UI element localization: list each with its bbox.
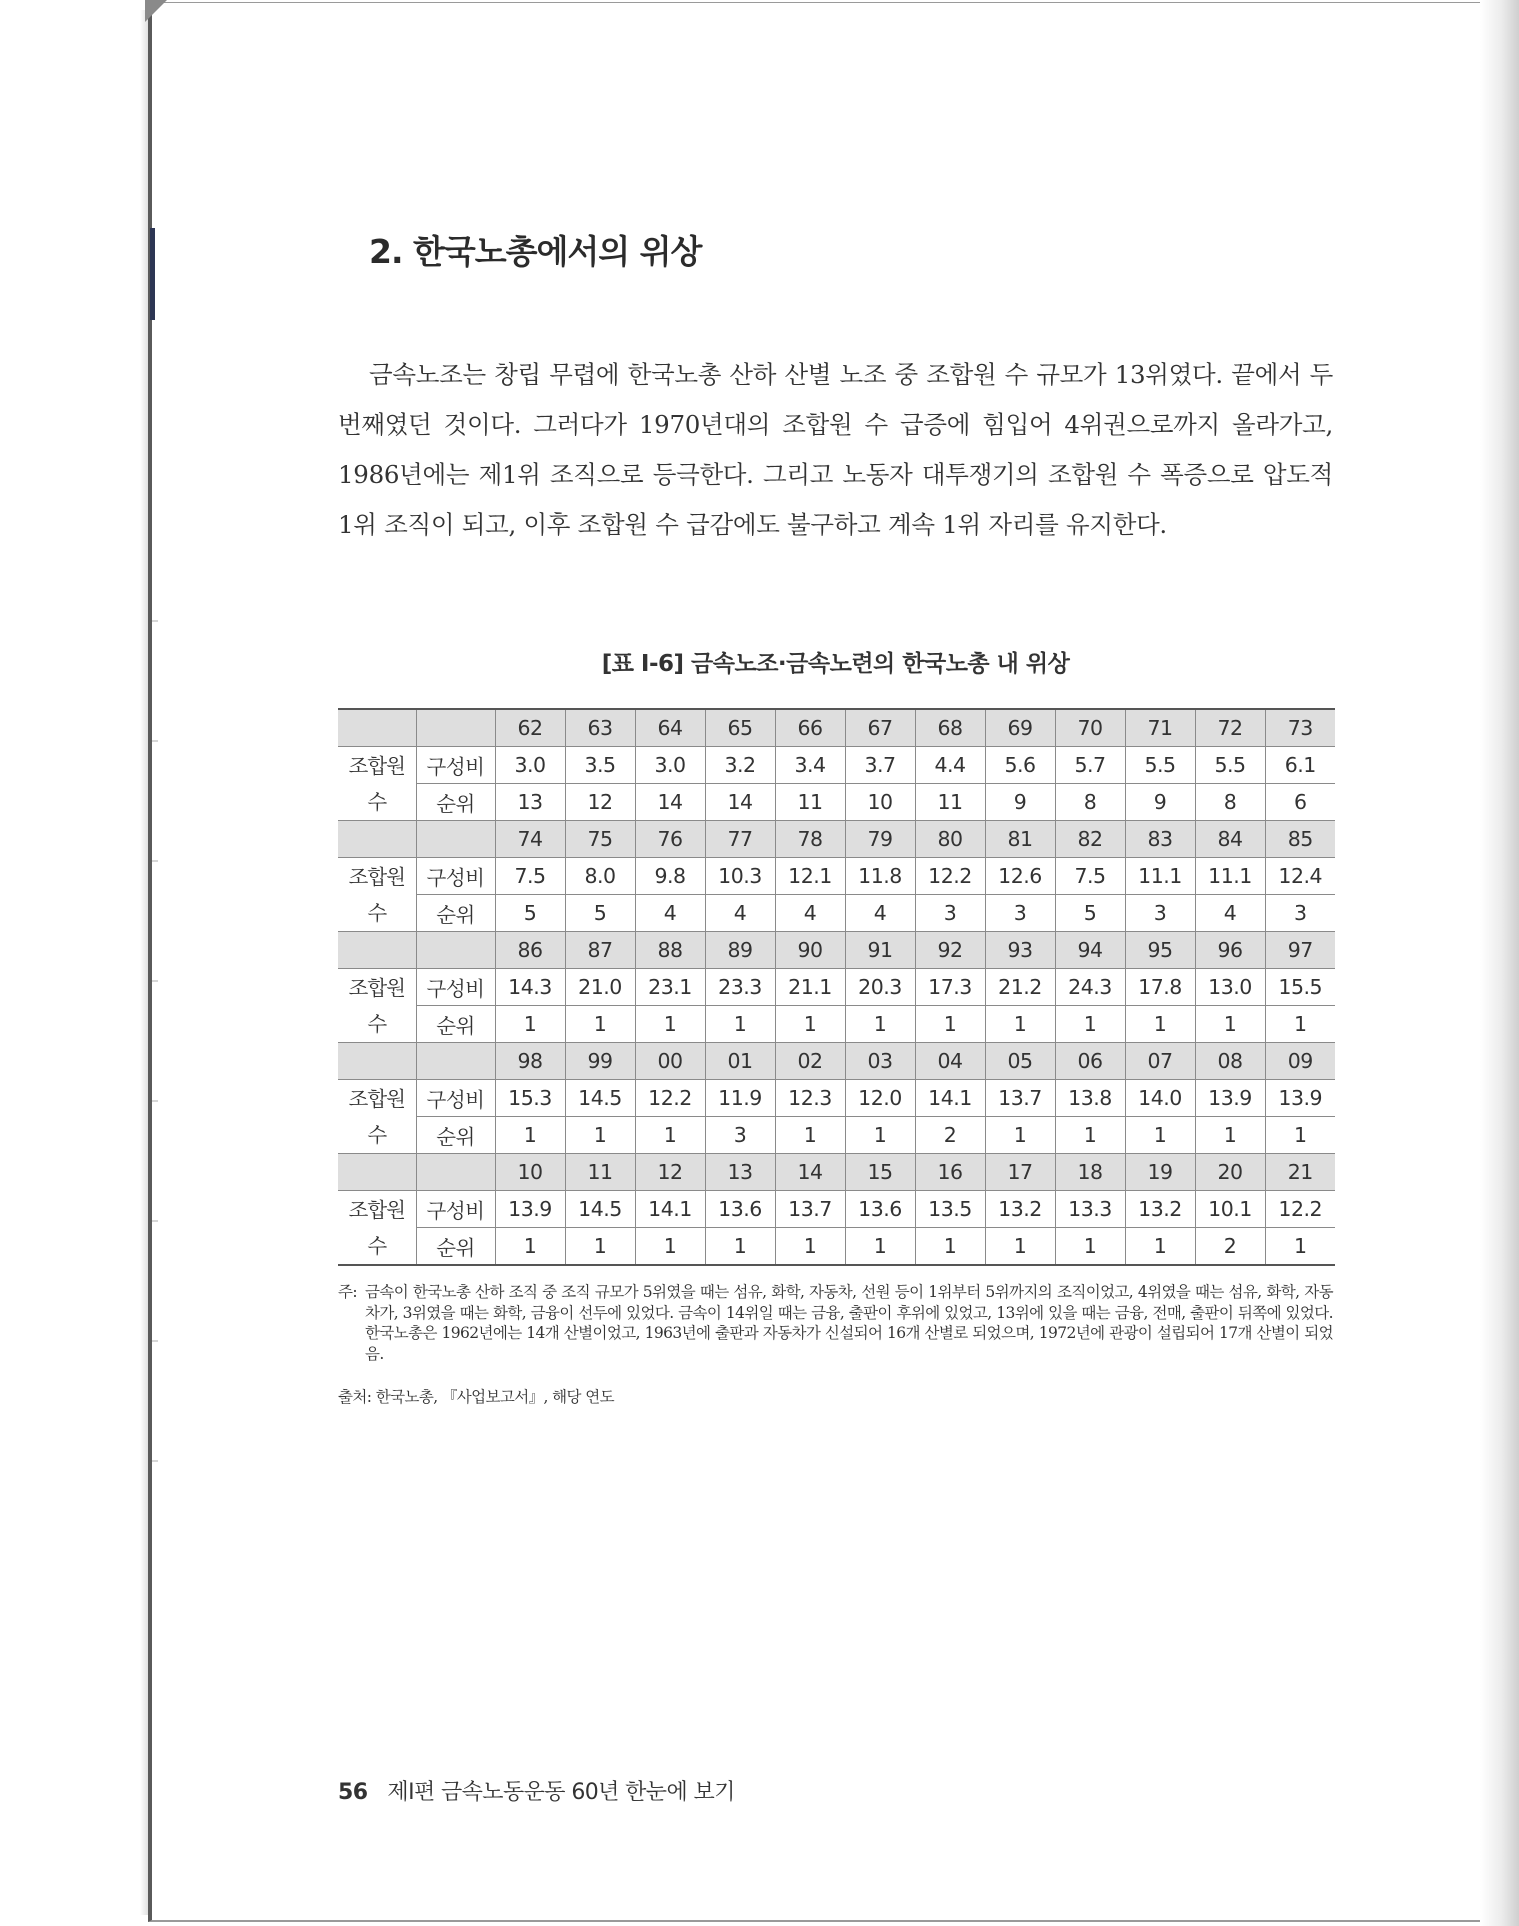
year-cell: 79: [845, 821, 915, 858]
year-cell: 10: [495, 1154, 565, 1191]
share-cell: 14.0: [1125, 1080, 1195, 1117]
share-cell: 13.7: [985, 1080, 1055, 1117]
year-cell: 71: [1125, 709, 1195, 747]
share-cell: 13.6: [705, 1191, 775, 1228]
blank-header-cell: [416, 821, 495, 858]
year-cell: 02: [775, 1043, 845, 1080]
page-footer: [338, 1775, 735, 1806]
share-cell: 5.5: [1195, 747, 1265, 784]
year-cell: 88: [635, 932, 705, 969]
rank-row: [338, 1228, 1335, 1266]
year-cell: 08: [1195, 1043, 1265, 1080]
rank-cell: 14: [705, 784, 775, 821]
share-cell: 13.2: [985, 1191, 1055, 1228]
share-cell: 13.7: [775, 1191, 845, 1228]
group-label-line1: 조합원: [348, 975, 405, 1000]
rank-cell: 1: [705, 1006, 775, 1043]
year-cell: 62: [495, 709, 565, 747]
year-cell: 12: [635, 1154, 705, 1191]
year-cell: 78: [775, 821, 845, 858]
rank-cell: 3: [1265, 895, 1335, 932]
year-cell: 80: [915, 821, 985, 858]
rank-cell: 1: [1055, 1117, 1125, 1154]
year-cell: 77: [705, 821, 775, 858]
rank-cell: 4: [775, 895, 845, 932]
share-cell: 13.3: [1055, 1191, 1125, 1228]
rank-cell: 1: [775, 1006, 845, 1043]
rank-cell: 1: [705, 1228, 775, 1266]
rank-cell: 1: [1265, 1117, 1335, 1154]
rank-cell: 14: [635, 784, 705, 821]
rank-label: 순위: [416, 784, 495, 821]
year-header-row: [338, 932, 1335, 969]
rank-cell: 11: [915, 784, 985, 821]
year-cell: 84: [1195, 821, 1265, 858]
rank-cell: 1: [775, 1228, 845, 1266]
member-count-group-label: [338, 1080, 416, 1154]
share-cell: 9.8: [635, 858, 705, 895]
year-cell: 98: [495, 1043, 565, 1080]
share-cell: 13.8: [1055, 1080, 1125, 1117]
rank-cell: 13: [495, 784, 565, 821]
rank-cell: 5: [495, 895, 565, 932]
year-cell: 68: [915, 709, 985, 747]
share-cell: 5.6: [985, 747, 1055, 784]
rank-cell: 4: [635, 895, 705, 932]
share-cell: 12.4: [1265, 858, 1335, 895]
rank-cell: 1: [775, 1117, 845, 1154]
group-label-line2: 수: [367, 1011, 387, 1036]
year-cell: 18: [1055, 1154, 1125, 1191]
rank-cell: 1: [1195, 1117, 1265, 1154]
rank-cell: 1: [495, 1228, 565, 1266]
share-cell: 10.1: [1195, 1191, 1265, 1228]
year-cell: 63: [565, 709, 635, 747]
share-cell: 23.3: [705, 969, 775, 1006]
share-cell: 13.9: [495, 1191, 565, 1228]
page-corner-fold: [145, 0, 167, 22]
share-cell: 10.3: [705, 858, 775, 895]
share-label: 구성비: [416, 1191, 495, 1228]
share-cell: 12.3: [775, 1080, 845, 1117]
rank-cell: 3: [1125, 895, 1195, 932]
rank-cell: 2: [1195, 1228, 1265, 1266]
share-cell: 13.9: [1265, 1080, 1335, 1117]
share-cell: 12.2: [635, 1080, 705, 1117]
year-cell: 21: [1265, 1154, 1335, 1191]
rank-label: 순위: [416, 1228, 495, 1266]
share-cell: 13.6: [845, 1191, 915, 1228]
page-number: 56: [338, 1780, 368, 1805]
year-cell: 20: [1195, 1154, 1265, 1191]
rank-row: [338, 784, 1335, 821]
year-cell: 76: [635, 821, 705, 858]
table-note: [338, 1282, 1333, 1364]
year-cell: 92: [915, 932, 985, 969]
rank-cell: 8: [1055, 784, 1125, 821]
share-cell: 15.3: [495, 1080, 565, 1117]
table-source: 출처: 한국노총, 『사업보고서』, 해당 연도: [338, 1388, 614, 1406]
section-title: 2. 한국노총에서의 위상: [369, 232, 702, 271]
rank-cell: 6: [1265, 784, 1335, 821]
rank-cell: 3: [915, 895, 985, 932]
share-cell: 3.4: [775, 747, 845, 784]
year-cell: 00: [635, 1043, 705, 1080]
year-cell: 99: [565, 1043, 635, 1080]
year-cell: 93: [985, 932, 1055, 969]
group-label-line1: 조합원: [348, 753, 405, 778]
year-cell: 97: [1265, 932, 1335, 969]
rank-cell: 1: [565, 1117, 635, 1154]
rank-cell: 1: [635, 1006, 705, 1043]
year-cell: 14: [775, 1154, 845, 1191]
share-cell: 14.1: [635, 1191, 705, 1228]
share-row: [338, 858, 1335, 895]
share-cell: 6.1: [1265, 747, 1335, 784]
group-label-line2: 수: [367, 789, 387, 814]
share-cell: 12.2: [915, 858, 985, 895]
blank-header-cell: [416, 932, 495, 969]
year-cell: 01: [705, 1043, 775, 1080]
year-cell: 90: [775, 932, 845, 969]
rank-cell: 1: [635, 1117, 705, 1154]
year-cell: 03: [845, 1043, 915, 1080]
rank-cell: 4: [705, 895, 775, 932]
rank-cell: 1: [1265, 1006, 1335, 1043]
share-cell: 5.7: [1055, 747, 1125, 784]
rank-cell: 1: [495, 1006, 565, 1043]
share-cell: 12.0: [845, 1080, 915, 1117]
rank-cell: 5: [1055, 895, 1125, 932]
rank-cell: 11: [775, 784, 845, 821]
rank-cell: 1: [845, 1006, 915, 1043]
spine-ticks: [152, 620, 158, 1520]
year-cell: 94: [1055, 932, 1125, 969]
rank-cell: 4: [845, 895, 915, 932]
blank-header-cell: [416, 709, 495, 747]
share-cell: 8.0: [565, 858, 635, 895]
year-cell: 95: [1125, 932, 1195, 969]
year-cell: 83: [1125, 821, 1195, 858]
rank-cell: 1: [1125, 1228, 1195, 1266]
share-cell: 7.5: [495, 858, 565, 895]
rank-cell: 1: [1125, 1117, 1195, 1154]
share-cell: 3.0: [495, 747, 565, 784]
rank-cell: 1: [1125, 1006, 1195, 1043]
share-cell: 4.4: [915, 747, 985, 784]
rank-cell: 1: [915, 1228, 985, 1266]
rank-cell: 10: [845, 784, 915, 821]
rank-cell: 3: [985, 895, 1055, 932]
year-cell: 13: [705, 1154, 775, 1191]
share-cell: 21.0: [565, 969, 635, 1006]
rank-cell: 1: [1055, 1006, 1125, 1043]
year-cell: 66: [775, 709, 845, 747]
share-label: 구성비: [416, 1080, 495, 1117]
rank-cell: 12: [565, 784, 635, 821]
share-cell: 5.5: [1125, 747, 1195, 784]
note-label: 주:: [338, 1283, 357, 1301]
rank-cell: 1: [985, 1228, 1055, 1266]
blank-header-cell: [338, 1154, 416, 1191]
share-cell: 11.8: [845, 858, 915, 895]
year-header-row: [338, 1154, 1335, 1191]
year-cell: 11: [565, 1154, 635, 1191]
rank-cell: 9: [1125, 784, 1195, 821]
blank-header-cell: [338, 821, 416, 858]
share-cell: 13.2: [1125, 1191, 1195, 1228]
rank-cell: 1: [565, 1006, 635, 1043]
blank-header-cell: [416, 1154, 495, 1191]
body-paragraph: 금속노조는 창립 무렵에 한국노총 산하 산별 노조 중 조합원 수 규모가 13위였다. 끝에서 두 번째였던 것이다. 그러다가 1970년대의 조합원 수 급증에 힘입어 4위권으로까지 올라가고, 1986년에는 제1위 조직으로 등극한다. 그리고 노동자 대투쟁기의 조합원 수 폭증으로 압도적 1위 조직이 되고, 이후 조합원 수 급감에도 불구하고 계속 1위 자리를 유지한다.: [338, 359, 1333, 539]
table-caption: [표 Ⅰ-6] 금속노조·금속노련의 한국노총 내 위상: [601, 651, 1070, 677]
share-cell: 21.1: [775, 969, 845, 1006]
member-count-group-label: [338, 858, 416, 932]
rank-label: 순위: [416, 1117, 495, 1154]
rank-label: 순위: [416, 895, 495, 932]
blank-header-cell: [338, 1043, 416, 1080]
group-label-line2: 수: [367, 1122, 387, 1147]
year-cell: 82: [1055, 821, 1125, 858]
group-label-line2: 수: [367, 1233, 387, 1258]
rank-cell: 1: [565, 1228, 635, 1266]
year-cell: 65: [705, 709, 775, 747]
rank-label: 순위: [416, 1006, 495, 1043]
member-count-group-label: [338, 1191, 416, 1266]
share-cell: 3.0: [635, 747, 705, 784]
share-row: [338, 1191, 1335, 1228]
year-cell: 69: [985, 709, 1055, 747]
share-cell: 12.1: [775, 858, 845, 895]
share-cell: 3.7: [845, 747, 915, 784]
rank-cell: 1: [1055, 1228, 1125, 1266]
year-cell: 91: [845, 932, 915, 969]
rank-cell: 2: [915, 1117, 985, 1154]
group-label-line1: 조합원: [348, 1197, 405, 1222]
year-cell: 17: [985, 1154, 1055, 1191]
share-cell: 13.5: [915, 1191, 985, 1228]
year-cell: 67: [845, 709, 915, 747]
share-cell: 24.3: [1055, 969, 1125, 1006]
member-count-group-label: [338, 747, 416, 821]
union-share-rank-table: [338, 708, 1335, 1266]
blank-header-cell: [338, 709, 416, 747]
share-cell: 13.9: [1195, 1080, 1265, 1117]
share-cell: 11.1: [1125, 858, 1195, 895]
share-cell: 14.5: [565, 1191, 635, 1228]
rank-cell: 5: [565, 895, 635, 932]
share-label: 구성비: [416, 747, 495, 784]
share-cell: 17.8: [1125, 969, 1195, 1006]
year-cell: 16: [915, 1154, 985, 1191]
year-header-row: [338, 1043, 1335, 1080]
share-cell: 13.0: [1195, 969, 1265, 1006]
rank-cell: 1: [1195, 1006, 1265, 1043]
share-cell: 14.5: [565, 1080, 635, 1117]
share-cell: 17.3: [915, 969, 985, 1006]
year-cell: 86: [495, 932, 565, 969]
share-label: 구성비: [416, 858, 495, 895]
rank-cell: 1: [985, 1006, 1055, 1043]
share-cell: 3.5: [565, 747, 635, 784]
share-cell: 11.9: [705, 1080, 775, 1117]
year-cell: 75: [565, 821, 635, 858]
blank-header-cell: [338, 932, 416, 969]
rank-cell: 1: [635, 1228, 705, 1266]
page-edge-shadow-right: [1480, 0, 1519, 1926]
rank-cell: 1: [495, 1117, 565, 1154]
rank-cell: 3: [705, 1117, 775, 1154]
year-cell: 96: [1195, 932, 1265, 969]
running-title: 제Ⅰ편 금속노동운동 60년 한눈에 보기: [387, 1780, 735, 1805]
rank-cell: 1: [985, 1117, 1055, 1154]
share-cell: 12.6: [985, 858, 1055, 895]
rank-row: [338, 895, 1335, 932]
share-row: [338, 1080, 1335, 1117]
year-cell: 73: [1265, 709, 1335, 747]
rank-cell: 1: [1265, 1228, 1335, 1266]
share-label: 구성비: [416, 969, 495, 1006]
year-cell: 70: [1055, 709, 1125, 747]
share-cell: 21.2: [985, 969, 1055, 1006]
share-cell: 7.5: [1055, 858, 1125, 895]
rank-cell: 1: [915, 1006, 985, 1043]
year-cell: 15: [845, 1154, 915, 1191]
year-cell: 09: [1265, 1043, 1335, 1080]
year-cell: 06: [1055, 1043, 1125, 1080]
year-cell: 81: [985, 821, 1055, 858]
year-header-row: [338, 821, 1335, 858]
year-cell: 05: [985, 1043, 1055, 1080]
share-cell: 3.2: [705, 747, 775, 784]
group-label-line2: 수: [367, 900, 387, 925]
rank-cell: 8: [1195, 784, 1265, 821]
spine-marker: [150, 228, 155, 320]
share-cell: 23.1: [635, 969, 705, 1006]
blank-header-cell: [416, 1043, 495, 1080]
rank-row: [338, 1117, 1335, 1154]
group-label-line1: 조합원: [348, 1086, 405, 1111]
group-label-line1: 조합원: [348, 864, 405, 889]
note-text: 금속이 한국노총 산하 조직 중 조직 규모가 5위였을 때는 섬유, 화학, 자동차, 선원 등이 1위부터 5위까지의 조직이었고, 4위였을 때는 섬유, 화학, 자동차가, 3위였을 때는 화학, 금융이 선두에 있었다. 금속이 14위일 때는 금융, 출판이 후위에 있었고, 13위에 있을 때는 금융, 전매, 출판이 뒤쪽에 있었다. 한국노총은 1962년에는 14개 산별이었고, 1963년에 출판과 자동차가 신설되어 16개 산별로 되었으며, 1972년에 관광이 설립되어 17개 산별이 되었음.: [365, 1283, 1333, 1363]
rank-cell: 4: [1195, 895, 1265, 932]
share-row: [338, 969, 1335, 1006]
member-count-group-label: [338, 969, 416, 1043]
share-cell: 11.1: [1195, 858, 1265, 895]
year-cell: 19: [1125, 1154, 1195, 1191]
year-cell: 87: [565, 932, 635, 969]
year-cell: 74: [495, 821, 565, 858]
share-cell: 12.2: [1265, 1191, 1335, 1228]
share-cell: 15.5: [1265, 969, 1335, 1006]
rank-row: [338, 1006, 1335, 1043]
year-cell: 89: [705, 932, 775, 969]
year-cell: 85: [1265, 821, 1335, 858]
share-cell: 20.3: [845, 969, 915, 1006]
share-cell: 14.1: [915, 1080, 985, 1117]
rank-cell: 9: [985, 784, 1055, 821]
year-cell: 04: [915, 1043, 985, 1080]
rank-cell: 1: [845, 1117, 915, 1154]
share-cell: 14.3: [495, 969, 565, 1006]
rank-cell: 1: [845, 1228, 915, 1266]
year-cell: 64: [635, 709, 705, 747]
year-cell: 72: [1195, 709, 1265, 747]
share-row: [338, 747, 1335, 784]
year-cell: 07: [1125, 1043, 1195, 1080]
year-header-row: [338, 709, 1335, 747]
